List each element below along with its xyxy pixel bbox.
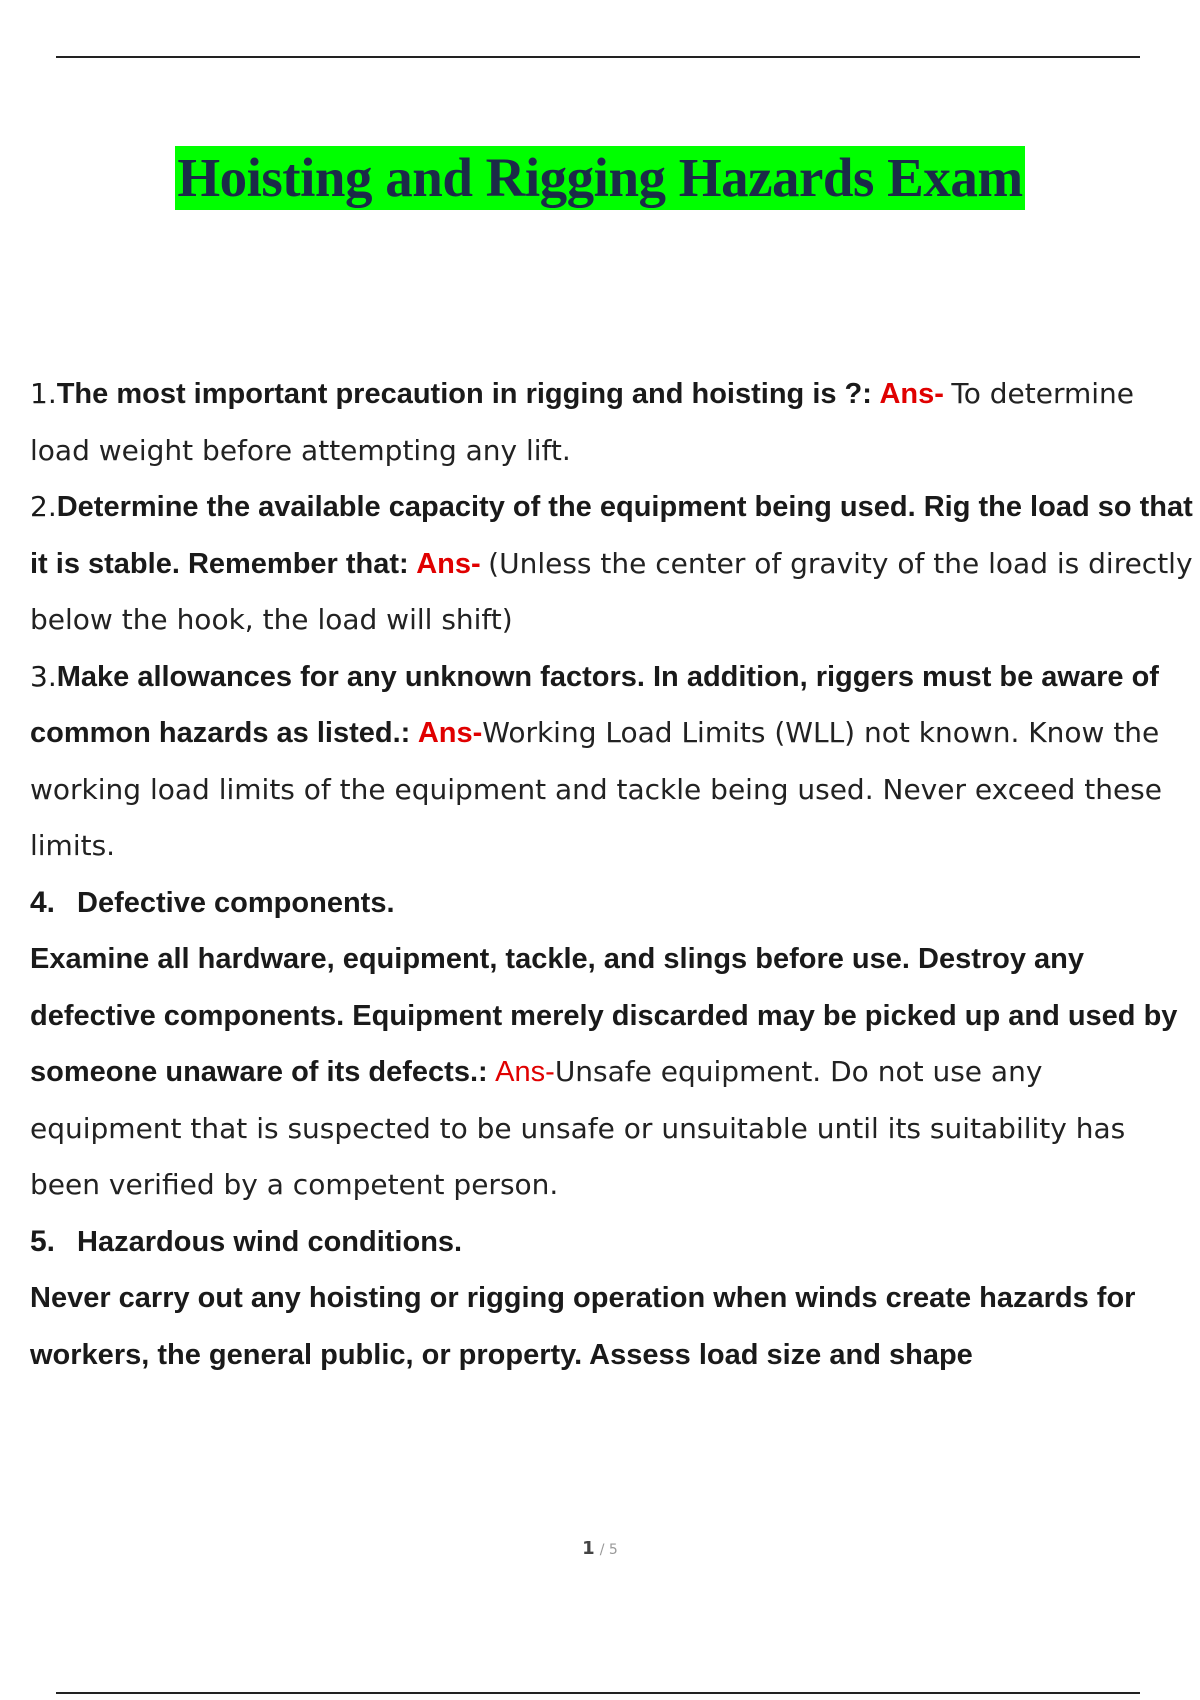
- item-number: 5.: [30, 1224, 56, 1258]
- item-number: 3.: [30, 659, 57, 693]
- answer-label: Ans-: [416, 547, 481, 580]
- question-text: The most important precaution in rigging and hoisting is ?:: [56, 378, 872, 410]
- question-item-4: [30, 875, 1200, 1214]
- item-number: 2.: [30, 490, 57, 523]
- total-pages: / 5: [599, 1542, 618, 1558]
- item-number: 1.: [30, 377, 57, 410]
- top-divider: [56, 56, 1140, 58]
- document-title: Hoisting and Rigging Hazards Exam: [177, 147, 1023, 208]
- bottom-divider: [56, 1692, 1140, 1694]
- current-page: 1: [582, 1538, 595, 1559]
- question-text: Never carry out any hoisting or rigging operation when winds create hazards for workers, the general public, or property. Assess load size and shape: [30, 1282, 1136, 1371]
- answer-text: Working Load Limits (WLL) not known. Know the working load limits of the equipment and tackle being used. Never exceed these limits.: [30, 716, 1162, 862]
- item-number: 4.: [30, 885, 56, 919]
- question-item-3: [30, 649, 1200, 875]
- question-item-5: [30, 1214, 1200, 1384]
- answer-label: Ans-: [495, 1056, 555, 1088]
- answer-text: (Unless the center of gravity of the load is directly below the hook, the load will shift): [30, 546, 1193, 636]
- question-list: [30, 366, 1200, 1383]
- question-item-1: [30, 366, 1200, 479]
- item-heading: Defective components.: [77, 886, 395, 919]
- answer-label: Ans-: [879, 378, 944, 410]
- item-heading: Hazardous wind conditions.: [77, 1225, 463, 1258]
- answer-text: To determine load weight before attempting any lift.: [30, 377, 1135, 467]
- question-text: Examine all hardware, equipment, tackle, and slings before use. Destroy any defective components. Equipment merely discarded may be picked up and used by someone unaware of its defects.:: [30, 943, 1178, 1088]
- answer-text: Unsafe equipment. Do not use any equipment that is suspected to be unsafe or unsuitable until its suitability has been verified by a competent person.: [30, 1055, 1126, 1201]
- answer-label: Ans-: [417, 717, 483, 749]
- question-item-2: [30, 479, 1200, 649]
- page-indicator: [0, 1538, 1200, 1559]
- question-text: Make allowances for any unknown factors. In addition, riggers must be aware of common hazards as listed.:: [30, 660, 1159, 749]
- question-text: Determine the available capacity of the equipment being used. Rig the load so that it is stable. Remember that:: [30, 491, 1193, 580]
